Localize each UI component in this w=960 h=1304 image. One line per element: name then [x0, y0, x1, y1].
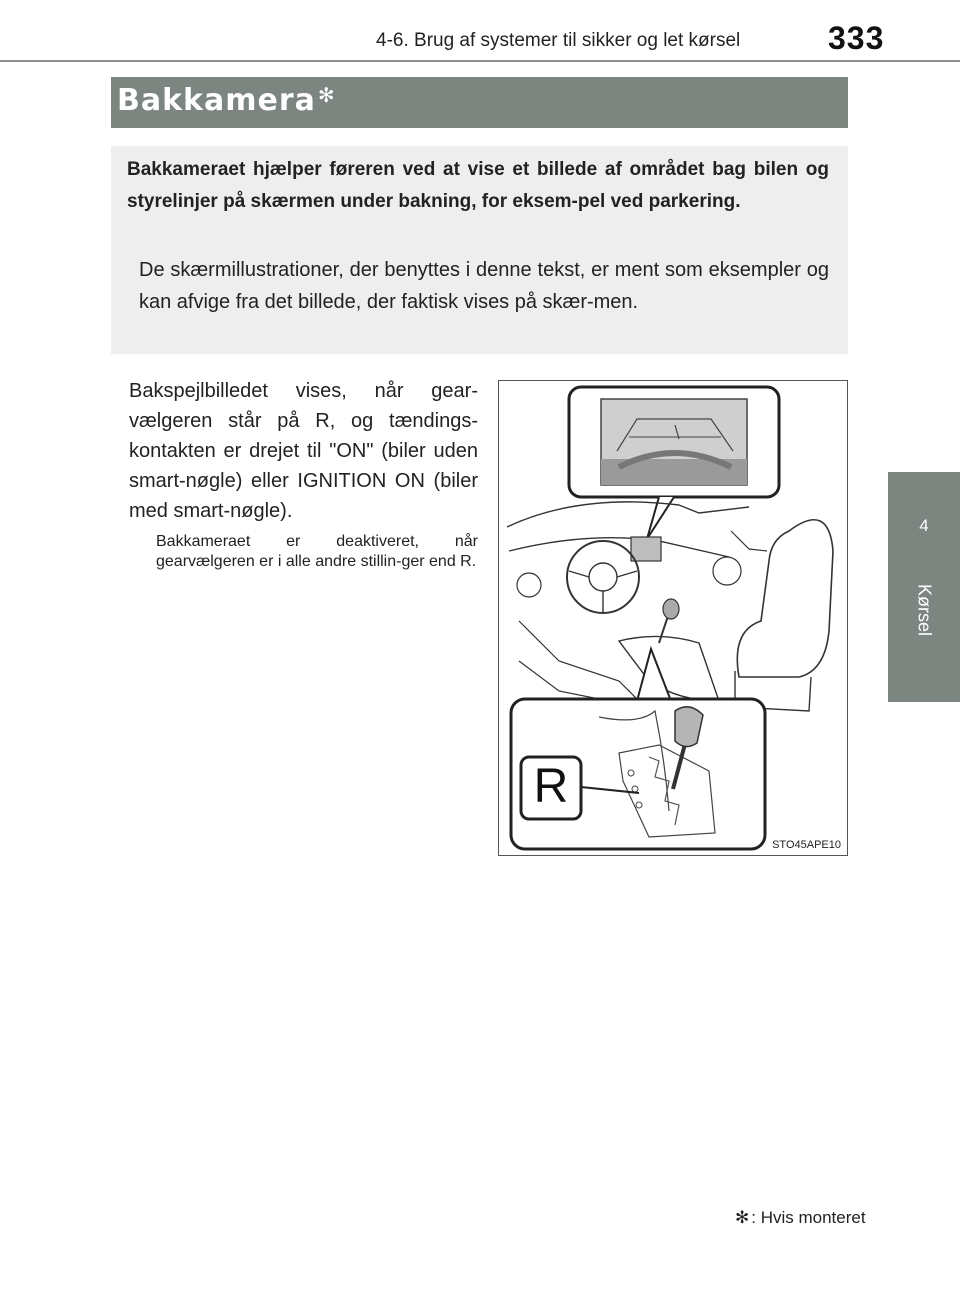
section-title-text: Bakkamera [117, 83, 316, 118]
optional-marker: ✻ [317, 83, 336, 107]
rear-camera-illustration [498, 380, 848, 856]
header-divider [0, 60, 960, 62]
body-paragraph: Bakspejlbilledet vises, når gear-vælgeren står på R, og tændings-kontakten er drejet til "ON" (biler uden smart-nøgle) eller IGNITION ON (biler med smart-nøgle). [129, 380, 478, 522]
footnote-text: : Hvis monteret [751, 1208, 866, 1227]
section-title [117, 83, 336, 118]
intro-lead: Bakkameraet hjælper føreren ved at vise et billede af området bag bilen og styrelinjer på skærmen under bakning, for eksem-pel ved parkering. [127, 159, 829, 212]
intro-note: De skærmillustrationer, der benyttes i denne tekst, er ment som eksempler og kan afvige fra det billede, der faktisk vises på skær-men. [139, 259, 829, 313]
section-header [111, 77, 848, 128]
chapter-tab-label: Kørsel [914, 584, 935, 637]
optional-marker-footnote: ✻ [735, 1208, 750, 1227]
intro-box [111, 146, 848, 354]
gear-position-label: R [533, 760, 569, 813]
footnote [735, 1208, 866, 1228]
running-header: 4-6. Brug af systemer til sikker og let kørsel [376, 30, 741, 51]
chapter-tab-number: 4 [919, 516, 929, 535]
chapter-tab[interactable] [888, 472, 960, 702]
body-note: Bakkameraet er deaktiveret, når gearvælgeren er i alle andre stillin-ger end R. [156, 533, 478, 570]
figure-code: STO45APE10 [772, 839, 841, 851]
page-number: 333 [828, 20, 885, 56]
